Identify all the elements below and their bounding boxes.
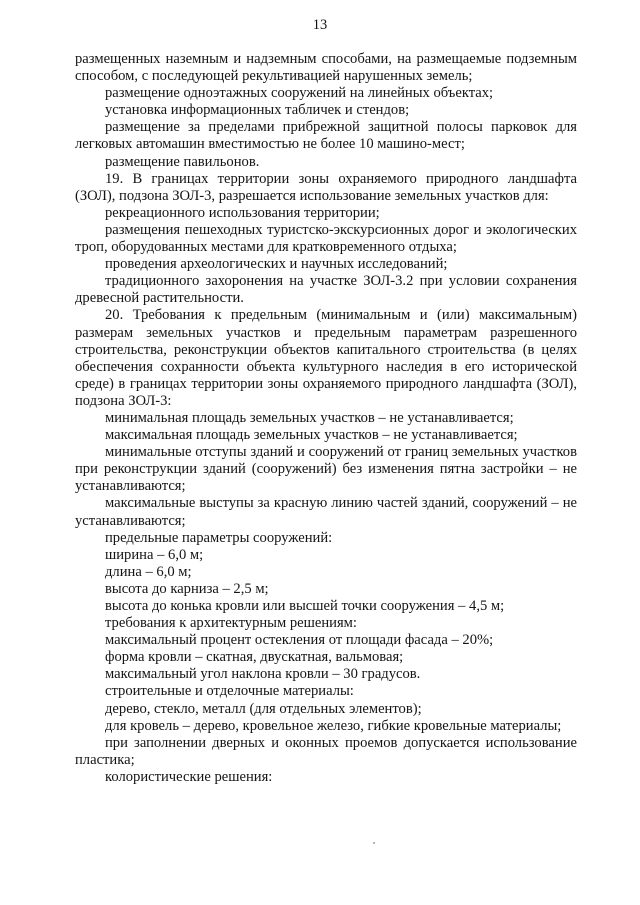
list-item: строительные и отделочные материалы: bbox=[105, 683, 354, 700]
list-item: минимальные отступы зданий и сооружений от границ земельных участков при реконструкции зданий (сооружений) без изменения пятна застройки – не устанавливаются; bbox=[75, 444, 577, 495]
document-body bbox=[75, 51, 577, 786]
list-item: максимальный процент остекления от площади фасада – 20%; bbox=[105, 632, 494, 649]
list-item: форма кровли – скатная, двускатная, вальмовая; bbox=[105, 649, 404, 666]
list-item: размещение за пределами прибрежной защитной полосы парковок для легковых автомашин вместимостью не более 10 машино-мест; bbox=[75, 119, 577, 153]
clause-20: 20. Требования к предельным (минимальным и (или) максимальным) размерам земельных участков и предельным параметрам разрешенного строительства, реконструкции объектов капитального строительства (в целях обеспечения сохранности объекта культурного наследия в его исторической среде) в границах территории зоны охраняемого природного ландшафта (ЗОЛ), подзона ЗОЛ-3: bbox=[75, 307, 577, 409]
list-item: требования к архитектурным решениям: bbox=[105, 615, 357, 632]
list-item: проведения археологических и научных исследований; bbox=[105, 256, 448, 273]
list-item: дерево, стекло, металл (для отдельных элементов); bbox=[105, 700, 422, 717]
list-item: ширина – 6,0 м; bbox=[105, 546, 204, 563]
scan-speck bbox=[373, 842, 375, 844]
list-item: для кровель – дерево, кровельное железо, гибкие кровельные материалы; bbox=[105, 717, 562, 734]
list-item: максимальные выступы за красную линию частей зданий, сооружений – не устанавливаются; bbox=[75, 495, 577, 529]
page-number: 13 bbox=[312, 17, 328, 33]
list-item: установка информационных табличек и стендов; bbox=[105, 102, 410, 119]
list-item: размещения пешеходных туристско-экскурсионных дорог и экологических троп, оборудованных местами для кратковременного отдыха; bbox=[75, 221, 577, 256]
list-item: высота до конька кровли или высшей точки сооружения – 4,5 м; bbox=[105, 598, 505, 614]
list-item: размещение павильонов. bbox=[105, 153, 260, 170]
list-item: минимальная площадь земельных участков – не устанавливается; bbox=[105, 409, 514, 426]
list-item: максимальный угол наклона кровли – 30 градусов. bbox=[105, 666, 421, 683]
clause-19: 19. В границах территории зоны охраняемого природного ландшафта (ЗОЛ), подзона ЗОЛ-3, разрешается использование земельных участков для: bbox=[75, 170, 577, 204]
list-item: максимальная площадь земельных участков – не устанавливается; bbox=[105, 427, 518, 444]
list-item: рекреационного использования территории; bbox=[105, 204, 380, 221]
list-item: при заполнении дверных и оконных проемов допускается использование пластика; bbox=[75, 734, 577, 768]
list-item: размещение одноэтажных сооружений на линейных объектах; bbox=[105, 85, 494, 102]
list-item: предельные параметры сооружений: bbox=[105, 529, 333, 546]
paragraph-continuation: размещенных наземным и надземным способами, на размещаемые подземным способом, с последующей рекультивацией нарушенных земель; bbox=[75, 51, 577, 85]
list-item: традиционного захоронения на участке ЗОЛ-3.2 при условии сохранения древесной растительности. bbox=[75, 273, 577, 307]
list-item: длина – 6,0 м; bbox=[105, 563, 192, 580]
list-item: колористические решения: bbox=[105, 768, 273, 785]
list-item: высота до карниза – 2,5 м; bbox=[105, 580, 269, 597]
